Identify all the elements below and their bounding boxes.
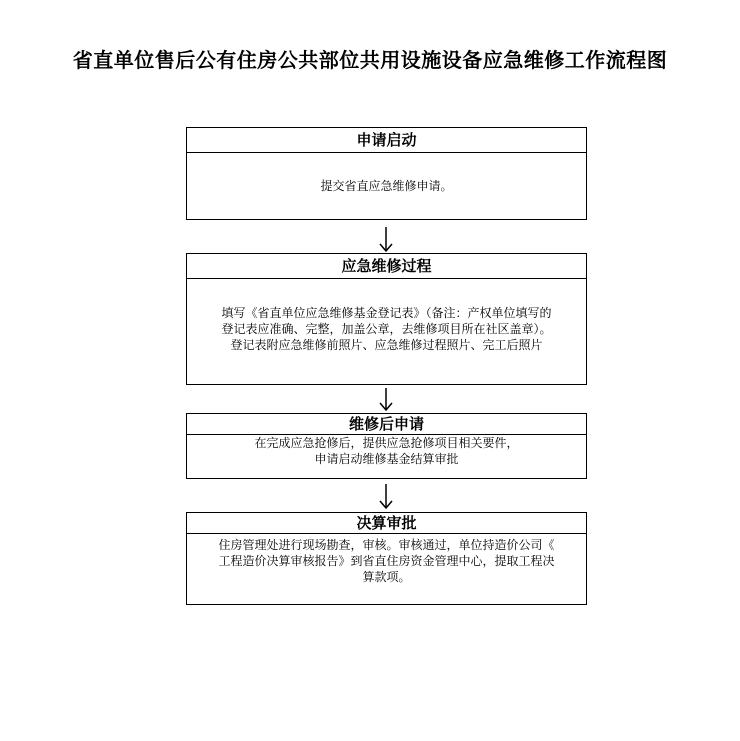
- down-arrow-icon: [379, 484, 393, 510]
- step-line: 提交省直应急维修申请。: [320, 179, 453, 193]
- step-content: [187, 435, 586, 467]
- step-line: 登记表应准确、完整，加盖公章，去维修项目所在社区盖章）。: [221, 322, 552, 336]
- step-line: 登记表附应急维修前照片、应急维修过程照片、完工后照片: [230, 338, 543, 352]
- step-heading: 申请启动: [187, 128, 586, 153]
- step-line: 填写《省直单位应急维修基金登记表》（备注：产权单位填写的: [221, 306, 552, 320]
- step-post-repair-application: [186, 413, 587, 479]
- step-content: [187, 279, 586, 353]
- step-heading: 维修后申请: [187, 414, 586, 435]
- step-content: [187, 534, 586, 585]
- step-emergency-repair: [186, 253, 587, 385]
- step-line: 申请启动维修基金结算审批: [314, 452, 459, 466]
- down-arrow-icon: [379, 227, 393, 253]
- step-heading: 应急维修过程: [187, 254, 586, 279]
- step-line: 算款项。: [362, 570, 411, 584]
- step-apply-start: [186, 127, 587, 220]
- step-line: 工程造价决算审核报告》到省直住房资金管理中心，提取工程决: [218, 554, 555, 568]
- step-final-account-approval: [186, 512, 587, 605]
- page-title: 省直单位售后公有住房公共部位共用设施设备应急维修工作流程图: [72, 48, 668, 72]
- step-line: 住房管理处进行现场勘查，审核。审核通过，单位持造价公司《: [218, 538, 555, 552]
- step-heading: 决算审批: [187, 513, 586, 534]
- step-content: [187, 153, 586, 194]
- step-line: 在完成应急抢修后，提供应急抢修项目相关要件，: [254, 436, 519, 450]
- down-arrow-icon: [379, 388, 393, 412]
